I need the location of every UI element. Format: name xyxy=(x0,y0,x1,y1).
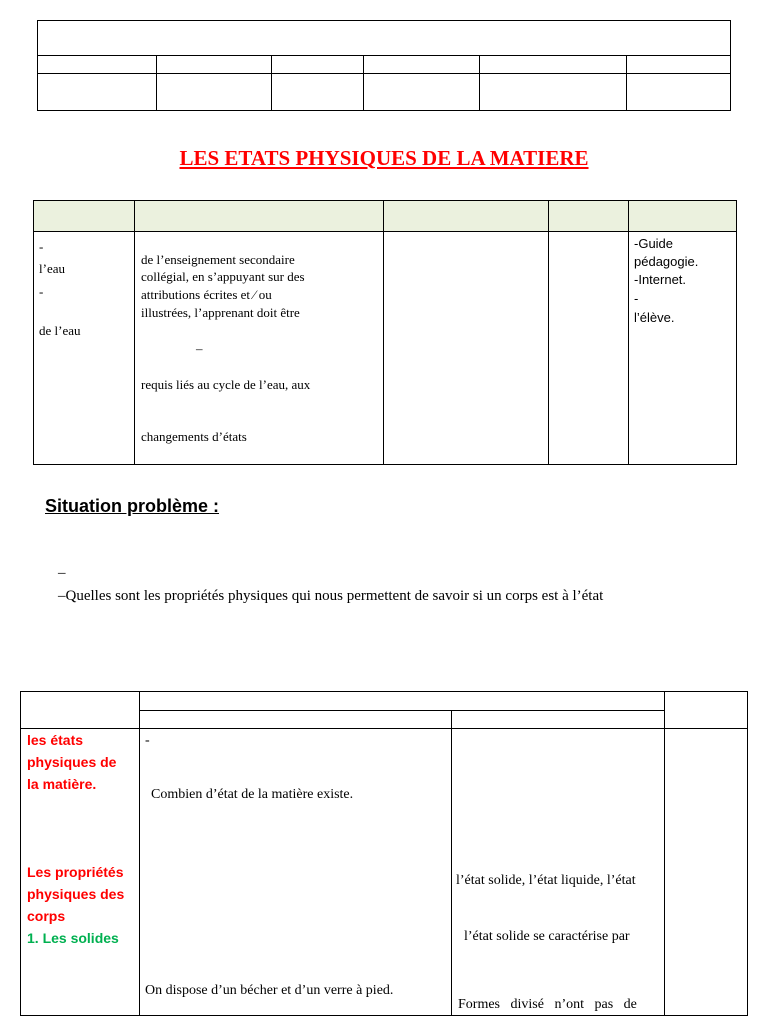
lesson-body-cell xyxy=(548,231,629,465)
section-heading-line: physiques de xyxy=(27,754,117,770)
lesson-col2-line: attributions écrites et ⁄ ou xyxy=(141,287,272,302)
section-heading-line: les états xyxy=(27,732,84,748)
situation-heading: Situation problème : xyxy=(45,496,220,516)
answer-line: l’état solide, l’état liquide, l’état xyxy=(456,873,636,888)
lesson-body-cell xyxy=(383,231,549,465)
header-cell xyxy=(363,55,480,74)
header-cell xyxy=(271,55,364,74)
lesson-header-cell xyxy=(628,200,737,232)
lesson-col2-line: de l’enseignement secondaire xyxy=(141,252,295,267)
header-cell xyxy=(156,73,272,111)
lesson-col2-line: changements d’états xyxy=(141,429,247,444)
header-cell xyxy=(156,55,272,74)
answer-line: Formes divisé n’ont pas de xyxy=(458,997,637,1012)
lesson-col5-line: -Internet. xyxy=(634,272,687,287)
header-cell xyxy=(363,73,480,111)
activity-header-cell xyxy=(139,710,452,729)
activity-header-cell xyxy=(20,691,140,729)
header-cell xyxy=(479,73,627,111)
activity-dash: - xyxy=(145,733,150,748)
subsection-heading: 1. Les solides xyxy=(27,930,119,946)
lesson-col5-line: - xyxy=(634,291,639,306)
lesson-col2-line: requis liés au cycle de l’eau, aux xyxy=(141,377,311,392)
header-title-cell xyxy=(37,20,731,56)
section-heading-line: physiques des xyxy=(27,886,125,902)
lesson-col1-line: l’eau xyxy=(39,261,65,276)
section-heading-line: la matière. xyxy=(27,776,97,792)
lesson-col1-line: - xyxy=(39,284,44,299)
activity-body-cell xyxy=(664,728,748,1016)
situation-question: –Quelles sont les propriétés physiques qui nous permettent de savoir si un corps est à l’état xyxy=(58,588,604,604)
activity-instruction: On dispose d’un bécher et d’un verre à pied. xyxy=(145,983,394,998)
situation-dash: – xyxy=(58,565,66,581)
lesson-col2-line: – xyxy=(196,341,203,356)
lesson-header-cell xyxy=(33,200,135,232)
lesson-header-cell xyxy=(548,200,629,232)
activity-header-cell xyxy=(664,691,748,729)
header-cell xyxy=(271,73,364,111)
activity-header-cell xyxy=(451,710,665,729)
page-title: LES ETATS PHYSIQUES DE LA MATIERE xyxy=(179,146,589,170)
lesson-col1-line: de l’eau xyxy=(39,323,81,338)
header-cell xyxy=(626,73,731,111)
lesson-col2-line: collégial, en s’appuyant sur des xyxy=(141,269,305,284)
lesson-header-cell xyxy=(134,200,384,232)
lesson-col1-line: - xyxy=(39,239,44,254)
header-cell xyxy=(626,55,731,74)
activity-question: Combien d’état de la matière existe. xyxy=(151,787,354,802)
header-cell xyxy=(479,55,627,74)
section-heading-line: corps xyxy=(27,908,66,924)
lesson-col5-line: -Guide xyxy=(634,236,674,251)
header-cell xyxy=(37,55,157,74)
header-cell xyxy=(37,73,157,111)
lesson-header-cell xyxy=(383,200,549,232)
answer-line: l’état solide se caractérise par xyxy=(464,929,630,944)
lesson-col5-line: l’élève. xyxy=(634,310,675,325)
activity-header-cell xyxy=(139,691,665,711)
lesson-col5-line: pédagogie. xyxy=(634,254,699,269)
lesson-col2-line: illustrées, l’apprenant doit être xyxy=(141,305,300,320)
activity-body-cell xyxy=(139,728,452,1016)
section-heading-line: Les propriétés xyxy=(27,864,124,880)
